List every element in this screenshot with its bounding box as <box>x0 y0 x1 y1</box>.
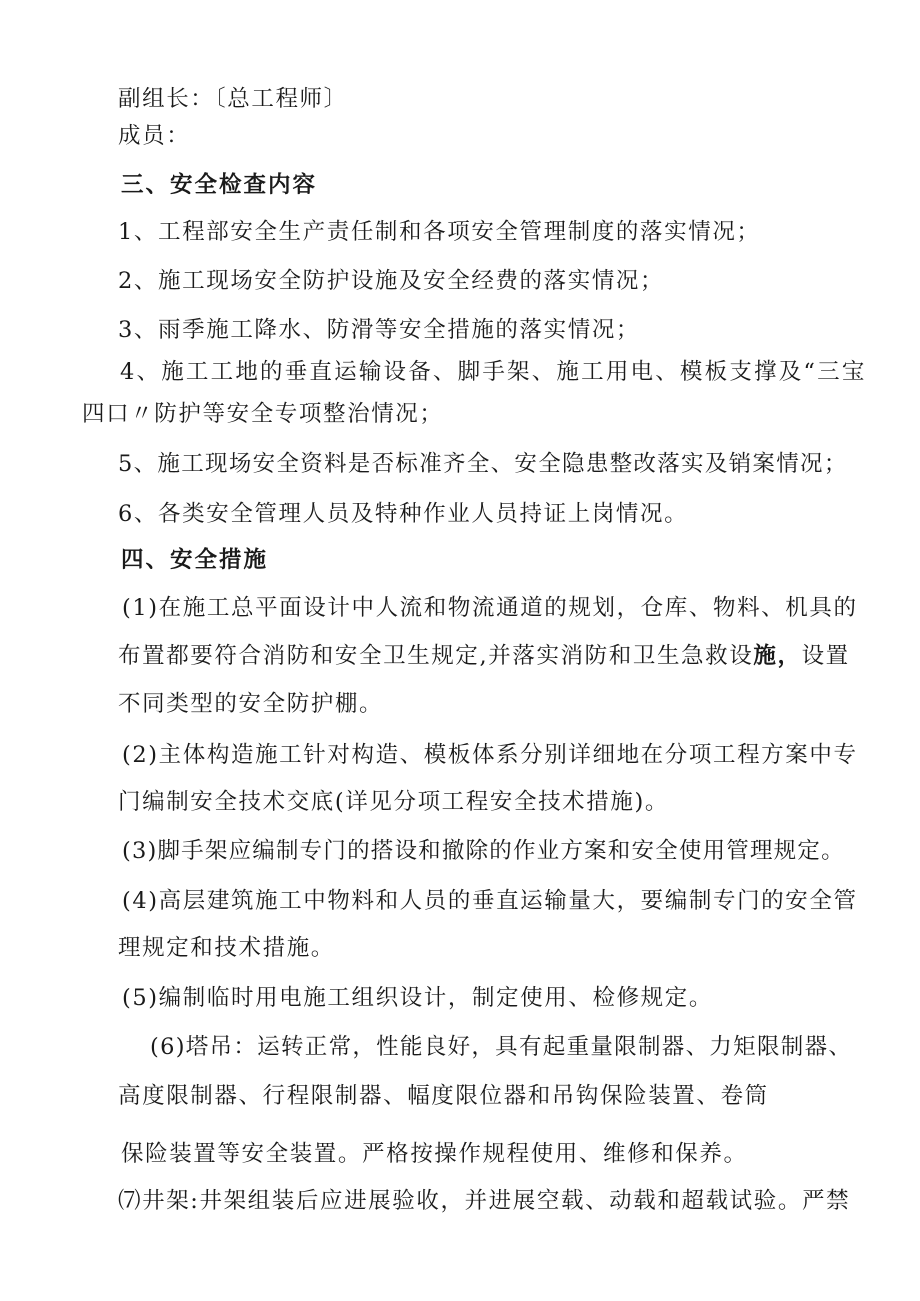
measure-1-line2-text: 布置都要符合消防和安全卫生规定,并落实消防和卫生急救设 <box>118 643 754 669</box>
measure-2-line1: (2)主体构造施工针对构造、模板体系分别详细地在分项工程方案中专 <box>122 742 858 768</box>
measure-6-line2: 高度限制器、行程限制器、幅度限位器和吊钩保险装置、卷筒 <box>118 1083 769 1109</box>
measure-1-line1: (1)在施工总平面设计中人流和物流通道的规划，仓库、物料、机具的 <box>122 595 858 621</box>
measure-2-line2: 门编制安全技术交底(详见分项工程安全技术措施)。 <box>118 789 669 815</box>
measure-6-line1: (6)塔吊：运转正常，性能良好，具有起重量限制器、力矩限制器、 <box>150 1034 853 1060</box>
measure-3: (3)脚手架应编制专门的搭设和撤除的作业方案和安全使用管理规定。 <box>122 838 845 864</box>
measure-7-line1: ⑺井架:井架组装后应进展验收，并进展空载、动载和超载试验。严禁 <box>118 1188 851 1214</box>
measure-4-line1: (4)高层建筑施工中物料和人员的垂直运输量大，要编制专门的安全管 <box>122 888 858 914</box>
measure-1-line2-bold: 施， <box>753 643 802 669</box>
inspection-item-4-line2: 四口〃防护等安全专项整治情况； <box>82 401 444 427</box>
inspection-item-3: 3、雨季施工降水、防滑等安全措施的落实情况； <box>118 317 641 343</box>
members-line: 成员： <box>118 123 191 149</box>
measure-5: (5)编制临时用电施工组织设计，制定使用、检修规定。 <box>122 985 713 1011</box>
inspection-item-6: 6、各类安全管理人员及特种作业人员持证上岗情况。 <box>118 501 689 527</box>
inspection-item-4-line1: 4、施工工地的垂直运输设备、脚手架、施工用电、模板支撑及“三宝 <box>120 359 867 385</box>
inspection-item-1: 1、工程部安全生产责任制和各项安全管理制度的落实情况； <box>118 219 761 245</box>
measure-1-line3: 不同类型的安全防护棚。 <box>118 691 384 717</box>
inspection-item-2: 2、施工现场安全防护设施及安全经费的落实情况； <box>118 268 665 294</box>
measure-1-line2 <box>118 641 850 671</box>
measure-1-line2-tail: 设置 <box>801 643 850 669</box>
deputy-leader-line: 副组长：〔总工程师〕 <box>118 86 348 112</box>
section4-heading: 四、安全措施 <box>121 547 269 573</box>
inspection-item-5: 5、施工现场安全资料是否标准齐全、安全隐患整改落实及销案情况； <box>118 451 848 477</box>
measure-6-line3: 保险装置等安全装置。严格按操作规程使用、维修和保养。 <box>121 1141 748 1167</box>
measure-4-line2: 理规定和技术措施。 <box>118 935 335 961</box>
section3-heading: 三、安全检查内容 <box>121 172 318 198</box>
